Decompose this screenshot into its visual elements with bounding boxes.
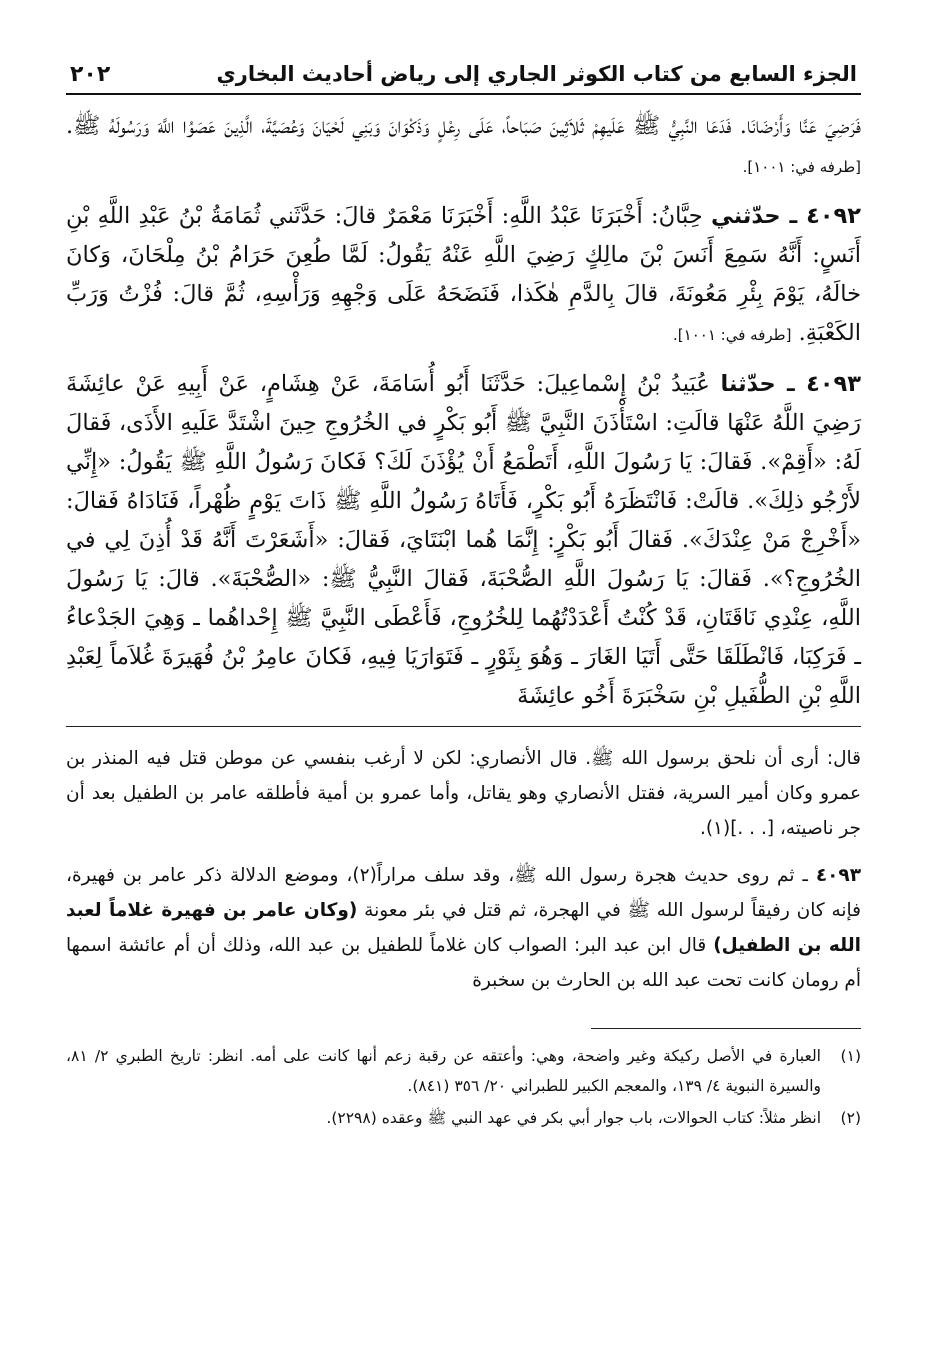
tarf-reference: [طرفه في: ١٠٠١].: [742, 158, 861, 176]
commentary-paragraph: قال: أرى أن نلحق برسول الله ﷺ. قال الأنصاري: لكن لا أرغب بنفسي عن موطن قتل فيه المنذر بن عمرو وكان أمير السرية، فقتل الأنصاري وهو يقاتل، وأما عمرو بن أمية فأطلقه عامر بن الطفيل بعد أن جر ناصيته، [. . .](١).: [66, 748, 861, 839]
page-number: ٢٠٢: [70, 62, 111, 87]
commentary-section: [66, 741, 861, 998]
footnote-text: العبارة في الأصل ركيكة وغير واضحة، وهي: وأعتقه عن رقبة زعم أنها كانت على أمه. انظر: تاريخ الطبري ٢/ ٨١، والسيرة النبوية ٤/ ١٣٩، والمعجم الكبير للطبراني ٢٠/ ٣٥٦ (٨٤١).: [66, 1047, 821, 1095]
footnote: [66, 1041, 861, 1101]
footnote: [66, 1103, 861, 1133]
commentary-text: قال ابن عبد البر: الصواب كان غلاماً للطفيل بن عبد الله، وذلك أن أم عائشة اسمها أم رومان كانت تحت عبد الله بن الحارث بن سخبرة: [66, 935, 861, 991]
page-header: [66, 62, 861, 95]
running-title: الجزء السابع من كتاب الكوثر الجاري إلى رياض أحاديث البخاري: [216, 62, 857, 86]
commentary-paragraph: [66, 858, 861, 998]
footnote-mark: (٢): [840, 1109, 861, 1127]
commentary-quote: (وكان عامر بن فهيرة غلاماً لعبد الله بن الطفيل): [66, 900, 861, 956]
commentary-number: ٤٠٩٣: [815, 865, 861, 886]
commentary-text: ـ ثم روى حديث هجرة رسول الله ﷺ، وقد سلف مراراً(٢)، وموضع الدلالة ذكر عامر بن فهيرة، فإنه كان رفيقاً لرسول الله ﷺ في الهجرة، ثم قتل في بئر معونة: [66, 865, 861, 921]
footnote-divider: [591, 1028, 861, 1029]
footnote-mark: (١): [840, 1047, 861, 1065]
hadith-number: ٤٠٩٢ ـ حدّثني: [710, 203, 862, 229]
hadith-body: عُبَيدُ بْنُ إِسْماعِيلَ: حَدَّثَنَا أَبُو أُسَامَةَ، عَنْ هِشَامٍ، عَنْ أَبِيهِ عَنْ عائِشَةَ رَضِيَ اللَّهُ عَنْهَا قالَتِ: اسْتَأْذَنَ النَّبِيَّ ﷺ أَبُو بَكْرٍ في الخُرُوجِ حِينَ اشْتَدَّ عَلَيهِ الأَذَى، فَقالَ لَهُ: «أَقِمْ». فَقالَ: يَا رَسُولَ اللَّهِ، أَتَطْمَعُ أَنْ يُؤْذَنَ لَكَ؟ فَكانَ رَسُولُ اللَّهِ ﷺ يَقُولُ: «إِنِّي لأَرْجُو ذلِكَ». قالَتْ: فَانْتَظَرَهُ أَبُو بَكْرٍ، فَأَتَاهُ رَسُولُ اللَّهِ ﷺ ذَاتَ يَوْمٍ ظُهْراً، فَنَادَاهُ فَقالَ: «أَخْرِجْ مَنْ عِنْدَكَ». فَقالَ أَبُو بَكْرٍ: إِنَّمَا هُما ابْنَتَايَ، فَقالَ: «أَشَعَرْتَ أَنَّهُ قَدْ أُذِنَ لِي في الخُرُوجِ؟». فَقالَ: يَا رَسُولَ اللَّهِ الصُّحْبَةَ، فَقالَ النَّبِيُّ ﷺ: «الصُّحْبَةَ». قالَ: يَا رَسُولَ اللَّهِ، عِنْدِي نَاقَتَانِ، قَدْ كُنْتُ أَعْدَدْتُهُما لِلخُرُوجِ، فَأَعْطَى النَّبِيَّ ﷺ إِحْداهُما ـ وَهِيَ الجَدْعاءُ ـ فَرَكِبَا، فَانْطَلَقَا حَتَّى أَتَيَا الغَارَ ـ وَهُوَ بِثَوْرٍ ـ فَتَوَارَيَا فِيهِ، فَكانَ عامِرُ بْنُ فُهَيرَةَ غُلاَماً لِعَبْدِ اللَّهِ بْنِ الطُّفَيلِ بْنِ سَخْبَرَةَ أَخُو عائِشَةَ: [66, 371, 861, 709]
hadith-body: حِبَّانُ: أَخْبَرَنَا عَبْدُ اللَّهِ: أَخْبَرَنَا مَعْمَرٌ قالَ: حَدَّثَني ثُمَامَةُ بْنُ عَبْدِ اللَّهِ بْنِ أَنَسٍ: أَنَّهُ سَمِعَ أَنَسَ بْنَ مالِكٍ رَضِيَ اللَّهِ عَنْهُ يَقُولُ: لَمَّا طُعِنَ حَرَامُ بْنُ مِلْحَانَ، وَكانَ خالَهُ، يَوْمَ بِئْرِ مَعُونَةَ، قالَ بِالدَّمِ هٰكَذا، فَنَضَحَهُ عَلَى وَجْهِهِ وَرَأْسِهِ، ثُمَّ قالَ: فُزْتُ وَرَبِّ الكَعْبَةِ.: [66, 203, 861, 346]
hadith-number: ٤٠٩٣ ـ حدّثنا: [720, 371, 861, 397]
hadith-continuation-text: فَرَضِيَ عَنَّا وَأَرْضَانَا. فَدَعَا النَّبِيُّ ﷺ عَلَيهِمْ ثَلاَثِينَ صَبَاحاً، عَلَى رِعْلٍ وَذَكْوَانَ وَبَنِي لَحْيَانَ وَعُصَيَّةَ، الَّذِينَ عَصَوُا اللَّهَ وَرَسُولَهُ ﷺ.: [66, 113, 861, 139]
hadith-continuation: [66, 107, 861, 187]
hadith-4093: [66, 365, 861, 716]
footnote-text: انظر مثلاً: كتاب الحوالات، باب جوار أبي بكر في عهد النبي ﷺ وعقده (٢٢٩٨).: [326, 1109, 821, 1127]
footnotes: [66, 1041, 861, 1133]
hadith-4092: [66, 197, 861, 355]
hadith-text-section: [66, 107, 861, 716]
section-divider: [66, 726, 861, 727]
tarf-reference: [طرفه في: ١٠٠١].: [673, 326, 792, 344]
